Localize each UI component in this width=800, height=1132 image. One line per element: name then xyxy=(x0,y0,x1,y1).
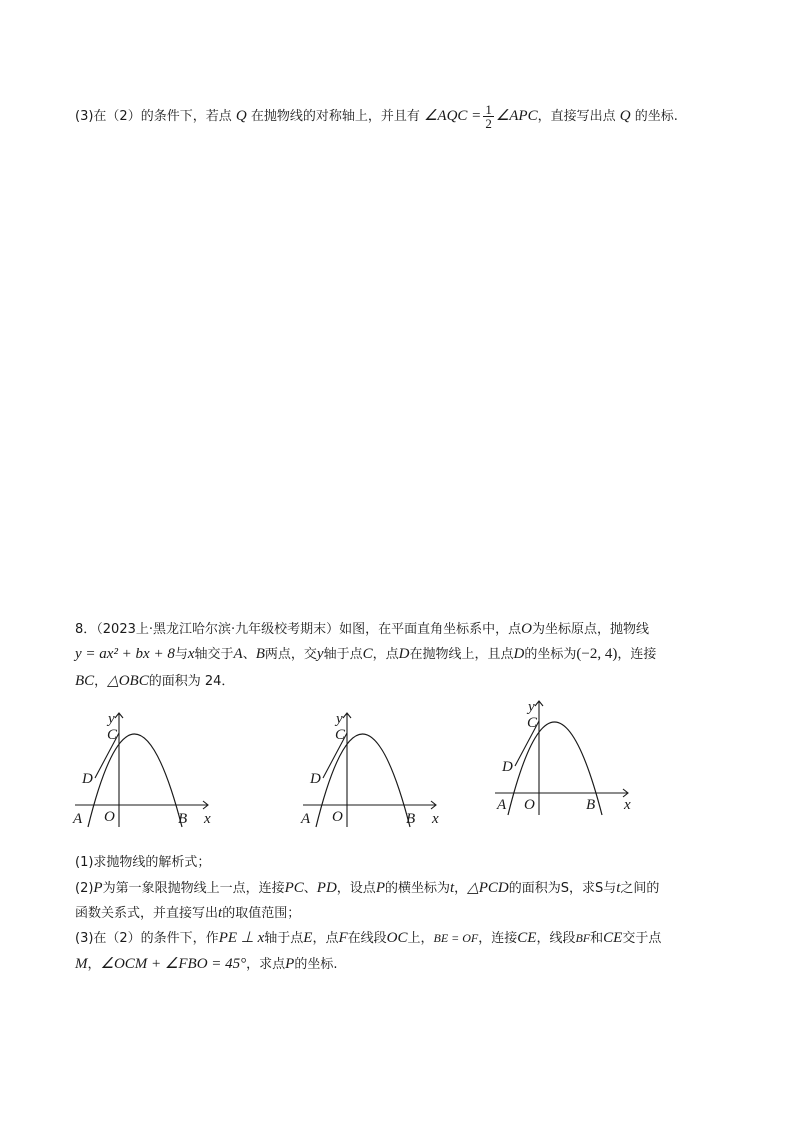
segment-ce: CE xyxy=(517,930,537,946)
label-b: B xyxy=(406,811,416,827)
label-b: B xyxy=(178,811,188,827)
parabola-figure-2 xyxy=(298,705,443,830)
q8-text: 轴交于 xyxy=(194,647,234,662)
q8-text: 与 xyxy=(174,647,188,662)
point-d: D xyxy=(513,646,525,662)
q7-text: 在（2）的条件下，若点 xyxy=(93,109,232,124)
q8-sub2-line-1 xyxy=(75,877,659,900)
q8-text: 的横坐标为 xyxy=(384,881,450,896)
label-c: C xyxy=(107,727,118,743)
parabola-curve xyxy=(88,734,182,827)
point-b: B xyxy=(255,646,265,662)
angle-condition: ∠OCM + ∠FBO = 45° xyxy=(100,956,247,972)
point-c: C xyxy=(362,646,373,662)
q8-text: 的坐标为 xyxy=(524,647,577,662)
q8-text: ，点 xyxy=(372,647,399,662)
segment-pc: PC xyxy=(284,880,304,896)
triangle-obc: △OBC xyxy=(107,673,149,689)
label-o: O xyxy=(332,809,343,825)
segment-ce: CE xyxy=(603,930,623,946)
q8-text: 的坐标. xyxy=(294,957,338,972)
q8-text: 的面积为S，求S与 xyxy=(508,881,617,896)
point-d-coordinates: (−2, 4) xyxy=(576,646,618,662)
parabola-figure-1 xyxy=(70,705,215,830)
label-x: x xyxy=(204,811,211,827)
point-p: P xyxy=(375,880,385,896)
point-p: P xyxy=(93,880,103,896)
q7-text: ，直接写出点 xyxy=(537,109,616,124)
label-o: O xyxy=(104,809,115,825)
fraction-denominator: 2 xyxy=(485,116,492,131)
q8-text: 的面积为 24． xyxy=(148,674,235,689)
q8-line-2 xyxy=(75,643,656,666)
label-d: D xyxy=(310,771,321,787)
q8-text: ，设点 xyxy=(336,881,376,896)
triangle-pcd: △PCD xyxy=(467,880,509,896)
label-c: C xyxy=(527,715,538,731)
q8-text: (3)在（2）的条件下，作 xyxy=(75,931,219,946)
q8-sub1-text: (1)求抛物线的解析式； xyxy=(75,855,211,870)
var-y: y xyxy=(316,646,324,662)
q8-text: 为坐标原点，抛物线 xyxy=(532,622,650,637)
label-y: y xyxy=(108,711,115,727)
point-q: Q xyxy=(235,108,247,124)
label-c: C xyxy=(335,727,346,743)
q8-text: 交于点 xyxy=(622,931,662,946)
q7-text: 在抛物线的对称轴上，并且有 xyxy=(250,109,420,124)
fraction-numerator: 1 xyxy=(485,102,492,117)
label-y: y xyxy=(336,711,343,727)
point-d: D xyxy=(398,646,410,662)
label-x: x xyxy=(432,811,439,827)
q8-text: ， xyxy=(94,674,108,689)
parabola-figure-3 xyxy=(490,693,635,821)
q8-text: 在抛物线上，且点 xyxy=(409,647,514,662)
q8-text: 、 xyxy=(303,881,317,896)
label-d: D xyxy=(502,759,513,775)
angle-aqc: ∠AQC = xyxy=(423,108,482,124)
q8-text: 和 xyxy=(590,931,604,946)
q8-sub3-line-1 xyxy=(75,927,661,950)
q7-text: 的坐标. xyxy=(634,109,678,124)
label-d: D xyxy=(82,771,93,787)
q8-text: 之间的 xyxy=(620,881,660,896)
q8-sub1 xyxy=(75,852,210,874)
segment-pd: PD xyxy=(316,880,337,896)
q7-part3-label: (3) xyxy=(75,109,94,124)
segment-bf: BF xyxy=(575,931,591,945)
q7-part3-line xyxy=(75,103,678,130)
q8-text: 如图，在平面直角坐标系中，点 xyxy=(339,622,522,637)
var-x: x xyxy=(187,646,195,662)
point-q: Q xyxy=(619,108,631,124)
q8-text: ， xyxy=(454,881,468,896)
point-o: O xyxy=(521,621,532,637)
q8-text: ，线段 xyxy=(536,931,576,946)
q8-text: 为第一象限抛物线上一点，连接 xyxy=(102,881,285,896)
label-x: x xyxy=(624,797,631,813)
q8-text: 在线段 xyxy=(347,931,387,946)
q8-sub3-line-2 xyxy=(75,953,337,976)
label-a: A xyxy=(497,797,507,813)
q8-text: (2) xyxy=(75,881,94,896)
angle-apc: ∠APC xyxy=(495,108,538,124)
q8-text: 的取值范围； xyxy=(222,906,301,921)
point-a: A xyxy=(233,646,243,662)
parabola-curve xyxy=(316,734,410,827)
label-y: y xyxy=(528,699,535,715)
q8-text: 函数关系式，并直接写出 xyxy=(75,906,219,921)
label-o: O xyxy=(524,797,535,813)
q8-number: 8． xyxy=(75,622,97,637)
label-a: A xyxy=(301,811,311,827)
var-t: t xyxy=(616,880,621,896)
point-e: E xyxy=(303,930,313,946)
point-f: F xyxy=(338,930,348,946)
q8-text: 两点，交 xyxy=(264,647,317,662)
point-m: M xyxy=(75,956,88,972)
q8-source: （2023上·黑龙江哈尔滨·九年级校考期末） xyxy=(96,622,340,637)
q8-text: ，连接 xyxy=(478,931,518,946)
q8-text: 轴于点 xyxy=(323,647,363,662)
pe-perpendicular: PE ⊥ x xyxy=(218,930,265,946)
q8-text: 轴于点 xyxy=(264,931,304,946)
var-t: t xyxy=(450,880,455,896)
q8-text: ， xyxy=(87,957,101,972)
point-p: P xyxy=(285,956,295,972)
q8-text: ，点 xyxy=(312,931,339,946)
q8-text: ，求点 xyxy=(246,957,286,972)
q8-line-3 xyxy=(75,670,234,693)
q8-text: 、 xyxy=(242,647,256,662)
q8-text: 上， xyxy=(407,931,434,946)
label-a: A xyxy=(73,811,83,827)
be-equals-of: BE = OF xyxy=(433,931,479,945)
var-t: t xyxy=(218,905,223,921)
q8-sub2-line-2 xyxy=(75,902,300,925)
segment-bc: BC xyxy=(75,673,95,689)
segment-oc: OC xyxy=(386,930,408,946)
q8-line-1 xyxy=(75,618,649,641)
q8-text: ，连接 xyxy=(617,647,657,662)
parabola-formula: y = ax² + bx + 8 xyxy=(75,646,175,662)
label-b: B xyxy=(586,797,596,813)
fraction-half xyxy=(483,103,494,130)
